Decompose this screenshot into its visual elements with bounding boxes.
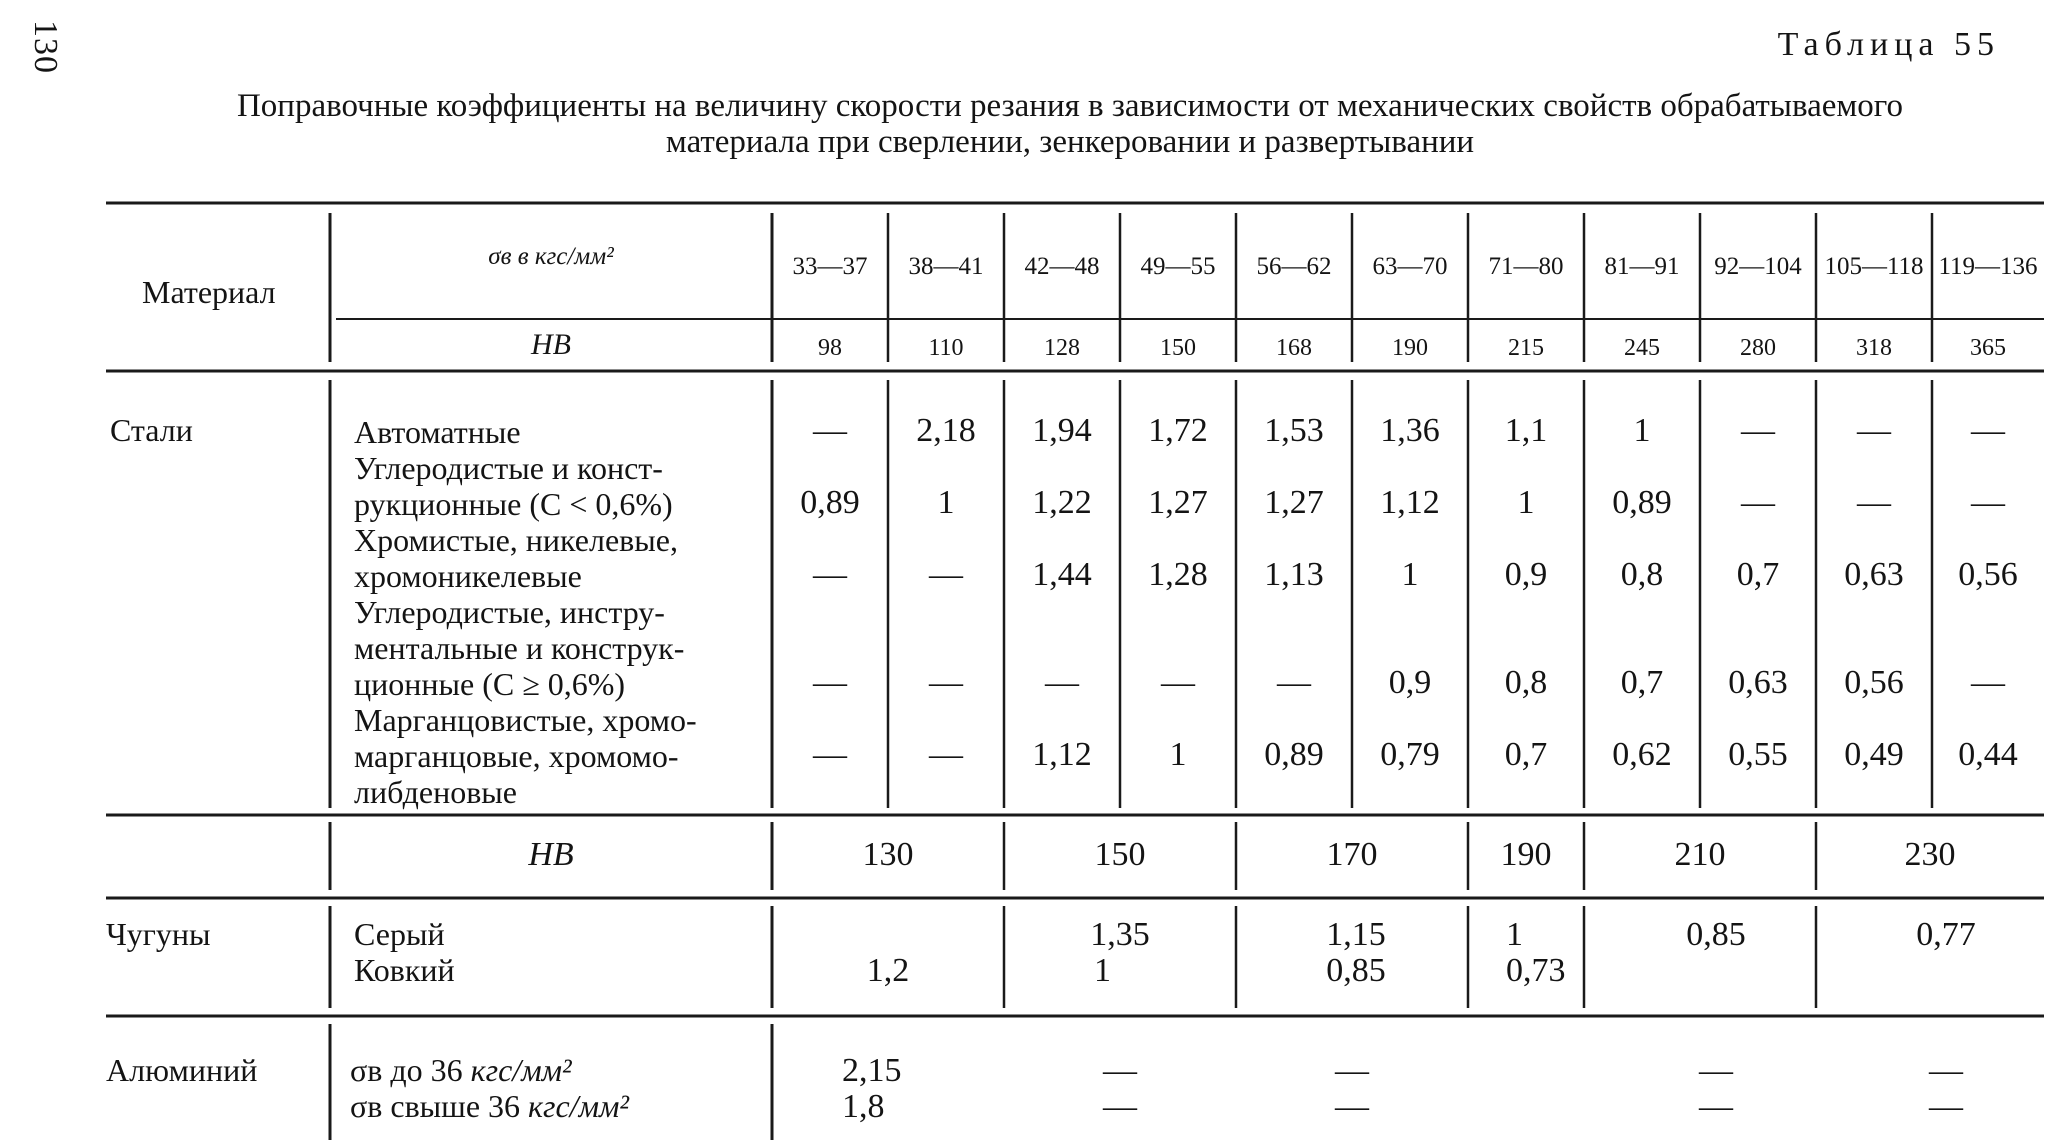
- hb-value: 245: [1624, 335, 1660, 361]
- steel-row-label: рукционные (C < 0,6%): [354, 486, 673, 522]
- value-cell: 1: [1401, 556, 1419, 593]
- table-title-line-1: Поправочные коэффициенты на величину скорости резания в зависимости от механических свойств обрабатываемого: [236, 88, 1904, 124]
- page-number: 130: [27, 20, 64, 74]
- value-cell: 0,63: [1844, 556, 1904, 593]
- sigma-range: 81—91: [1604, 253, 1680, 280]
- value-cell: 0,79: [1380, 736, 1440, 773]
- value-cell: —: [1971, 484, 2005, 521]
- value-cell: —: [813, 556, 847, 593]
- sigma-range: 71—80: [1488, 253, 1564, 280]
- value-cell: 1: [1633, 412, 1651, 449]
- value-cell: 0,56: [1958, 556, 2018, 593]
- alu-row-label: [350, 1090, 629, 1122]
- value-cell: 1,35: [1090, 916, 1150, 953]
- value-cell: —: [1971, 664, 2005, 701]
- value-cell: 0,62: [1612, 736, 1672, 773]
- sigma-range: 38—41: [908, 253, 984, 280]
- cast-hb-value: 230: [1904, 836, 1956, 873]
- sigma-range: 42—48: [1024, 253, 1100, 280]
- value-cell: 1: [937, 484, 955, 521]
- value-cell: 0,9: [1504, 556, 1548, 593]
- sigma-range: 119—136: [1938, 253, 2038, 280]
- value-cell: —: [1699, 1052, 1733, 1089]
- alu-row-label-unit: кгс/мм²: [470, 1052, 572, 1088]
- hb-value: 98: [818, 335, 842, 361]
- value-cell: 1,15: [1326, 916, 1386, 953]
- alu-row-label-unit: кгс/мм²: [528, 1088, 629, 1124]
- value-cell: 0,89: [1264, 736, 1324, 773]
- value-cell: 1,27: [1264, 484, 1324, 521]
- value-cell: 0,8: [1620, 556, 1664, 593]
- value-cell: 1,72: [1148, 412, 1208, 449]
- value-cell: —: [1741, 484, 1775, 521]
- cast-hb-value: 170: [1326, 836, 1378, 873]
- sigma-range: 49—55: [1140, 253, 1216, 280]
- value-cell: 1,1: [1504, 412, 1548, 449]
- value-cell: 0,44: [1958, 736, 2018, 773]
- hb-value: 128: [1044, 335, 1080, 361]
- value-cell: 1,27: [1148, 484, 1208, 521]
- value-cell: 0,7: [1736, 556, 1780, 593]
- alu-row-label-prefix: σв свыше 36: [350, 1088, 521, 1124]
- value-cell: 1,44: [1032, 556, 1092, 593]
- value-cell: 0,63: [1728, 664, 1788, 701]
- steel-row-label: Углеродистые и конст-: [354, 450, 663, 486]
- header-material: Материал: [142, 274, 276, 310]
- sigma-range: 56—62: [1256, 253, 1332, 280]
- hb-value: 150: [1160, 335, 1196, 361]
- cast-hb-label: НВ: [528, 836, 574, 873]
- value-cell: —: [1103, 1088, 1137, 1125]
- hb-value: 215: [1508, 335, 1544, 361]
- value-cell: —: [813, 664, 847, 701]
- value-cell: —: [1741, 412, 1775, 449]
- value-cell: 2,15: [842, 1052, 902, 1089]
- steel-row-label: либденовые: [354, 774, 517, 810]
- value-cell: 0,55: [1728, 736, 1788, 773]
- value-cell: 0,73: [1506, 952, 1566, 989]
- value-cell: —: [1699, 1088, 1733, 1125]
- value-cell: 1: [1169, 736, 1187, 773]
- value-cell: 0,7: [1620, 664, 1664, 701]
- value-cell: —: [1971, 412, 2005, 449]
- cast-hb-value: 210: [1674, 836, 1726, 873]
- value-cell: —: [813, 736, 847, 773]
- steel-row-label: хромоникелевые: [354, 558, 582, 594]
- value-cell: 1: [1094, 952, 1111, 989]
- value-cell: —: [929, 556, 963, 593]
- value-cell: 0,85: [1326, 952, 1386, 989]
- value-cell: —: [1857, 484, 1891, 521]
- steel-row-label: Марганцовистые, хромо-: [354, 702, 697, 738]
- value-cell: 0,89: [1612, 484, 1672, 521]
- steel-row-label: ментальные и конструк-: [354, 630, 685, 666]
- value-cell: —: [1103, 1052, 1137, 1089]
- value-cell: 1,12: [1032, 736, 1092, 773]
- value-cell: 0,77: [1916, 916, 1976, 953]
- value-cell: 0,9: [1388, 664, 1432, 701]
- group-cast-iron: Чугуны: [106, 916, 211, 952]
- sigma-range: 63—70: [1372, 253, 1448, 280]
- value-cell: 0,49: [1844, 736, 1904, 773]
- steel-row-label: Хромистые, никелевые,: [354, 522, 678, 558]
- value-cell: 2,18: [916, 412, 976, 449]
- header-hb: НВ: [531, 328, 571, 361]
- value-cell: 1: [1506, 916, 1523, 953]
- header-sigma: σв в кгс/мм²: [488, 243, 614, 270]
- cast-hb-value: 190: [1500, 836, 1552, 873]
- value-cell: —: [813, 412, 847, 449]
- value-cell: —: [1161, 664, 1195, 701]
- value-cell: 1,8: [842, 1088, 885, 1125]
- steel-row-label: Автоматные: [354, 414, 521, 450]
- value-cell: 1,36: [1380, 412, 1440, 449]
- alu-row-label: [350, 1054, 572, 1086]
- hb-value: 110: [928, 335, 964, 361]
- table-title-line-2: материала при сверлении, зенкеровании и развертывании: [665, 124, 1475, 160]
- value-cell: —: [1045, 664, 1079, 701]
- table-label: Таблица 55: [1777, 26, 2000, 63]
- value-cell: —: [1335, 1088, 1369, 1125]
- value-cell: 0,89: [800, 484, 860, 521]
- value-cell: 0,8: [1504, 664, 1548, 701]
- group-aluminium: Алюминий: [106, 1052, 258, 1088]
- value-cell: 0,85: [1686, 916, 1746, 953]
- value-cell: —: [929, 664, 963, 701]
- value-cell: 1,28: [1148, 556, 1208, 593]
- value-cell: 0,56: [1844, 664, 1904, 701]
- hb-value: 168: [1276, 335, 1312, 361]
- value-cell: —: [1857, 412, 1891, 449]
- cast-hb-value: 150: [1094, 836, 1146, 873]
- steel-row-label: Углеродистые, инстру-: [354, 594, 665, 630]
- value-cell: —: [1929, 1052, 1963, 1089]
- value-cell: —: [929, 736, 963, 773]
- cast-row-label: Серый: [354, 916, 445, 952]
- value-cell: 1,2: [866, 952, 910, 989]
- steel-row-label: ционные (C ≥ 0,6%): [354, 666, 626, 702]
- sigma-range: 105—118: [1824, 253, 1924, 280]
- sigma-range: 92—104: [1714, 253, 1802, 280]
- value-cell: 1,94: [1032, 412, 1092, 449]
- hb-value: 280: [1740, 335, 1776, 361]
- hb-value: 365: [1970, 335, 2006, 361]
- cast-hb-value: 130: [862, 836, 914, 873]
- value-cell: —: [1929, 1088, 1963, 1125]
- sigma-range: 33—37: [792, 253, 868, 280]
- hb-value: 190: [1392, 335, 1428, 361]
- value-cell: 1,13: [1264, 556, 1324, 593]
- value-cell: —: [1277, 664, 1311, 701]
- value-cell: 0,7: [1504, 736, 1548, 773]
- alu-row-label-prefix: σв до 36: [350, 1052, 463, 1088]
- value-cell: —: [1335, 1052, 1369, 1089]
- hb-value: 318: [1856, 335, 1892, 361]
- steel-row-label: марганцовые, хромомо-: [354, 738, 679, 774]
- value-cell: 1,12: [1380, 484, 1440, 521]
- cast-row-label: Ковкий: [354, 952, 455, 988]
- value-cell: 1,22: [1032, 484, 1092, 521]
- group-steel: Стали: [110, 412, 193, 448]
- value-cell: 1: [1517, 484, 1535, 521]
- value-cell: 1,53: [1264, 412, 1324, 449]
